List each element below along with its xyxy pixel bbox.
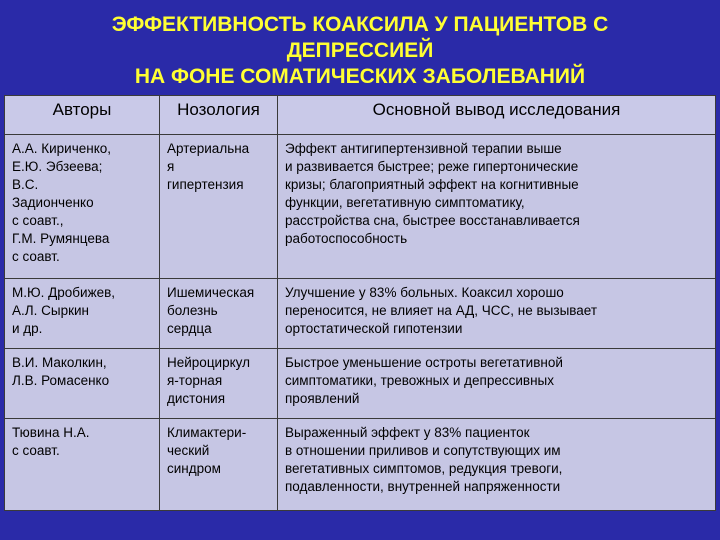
cell-authors: А.А. Кириченко, Е.Ю. Эбзеева; В.С. Задионченко с соавт., Г.М. Румянцева с соавт. [5,135,160,279]
table-header-row [5,96,716,135]
cell-nosology: Нейроциркул я-торная дистония [160,349,278,419]
cell-nosology: Климактери- ческий синдром [160,419,278,511]
cell-authors: В.И. Маколкин, Л.В. Ромасенко [5,349,160,419]
table-row [5,279,716,349]
header-nosology: Нозология [160,96,278,135]
table-row [5,419,716,511]
results-table [4,95,716,511]
cell-conclusion: Быстрое уменьшение остроты вегетативной симптоматики, тревожных и депрессивных проявлений [278,349,716,419]
cell-authors: Тювина Н.А. с соавт. [5,419,160,511]
header-authors: Авторы [5,96,160,135]
cell-conclusion: Выраженный эффект у 83% пациенток в отношении приливов и сопутствующих им вегетативных симптомов, редукция тревоги, подавленности, внутренней напряженности [278,419,716,511]
table-row [5,135,716,279]
cell-conclusion: Улучшение у 83% больных. Коаксил хорошо переносится, не влияет на АД, ЧСС, не вызывает ортостатической гипотензии [278,279,716,349]
title-line: НА ФОНЕ СОМАТИЧЕСКИХ ЗАБОЛЕВАНИЙ [134,65,586,88]
slide-title [30,12,690,90]
cell-authors: М.Ю. Дробижев, А.Л. Сыркин и др. [5,279,160,349]
cell-nosology: Артериальна я гипертензия [160,135,278,279]
title-line: ЭФФЕКТИВНОСТЬ КОАКСИЛА У ПАЦИЕНТОВ С [111,13,609,36]
cell-conclusion: Эффект антигипертензивной терапии выше и развивается быстрее; реже гипертонические кризы; благоприятный эффект на когнитивные функции, вегетативную симптоматику, расстройства сна, быстрее восстанавливается работоспособность [278,135,716,279]
header-conclusion: Основной вывод исследования [278,96,716,135]
title-line: ДЕПРЕССИЕЙ [286,39,434,62]
cell-nosology: Ишемическая болезнь сердца [160,279,278,349]
table-row [5,349,716,419]
